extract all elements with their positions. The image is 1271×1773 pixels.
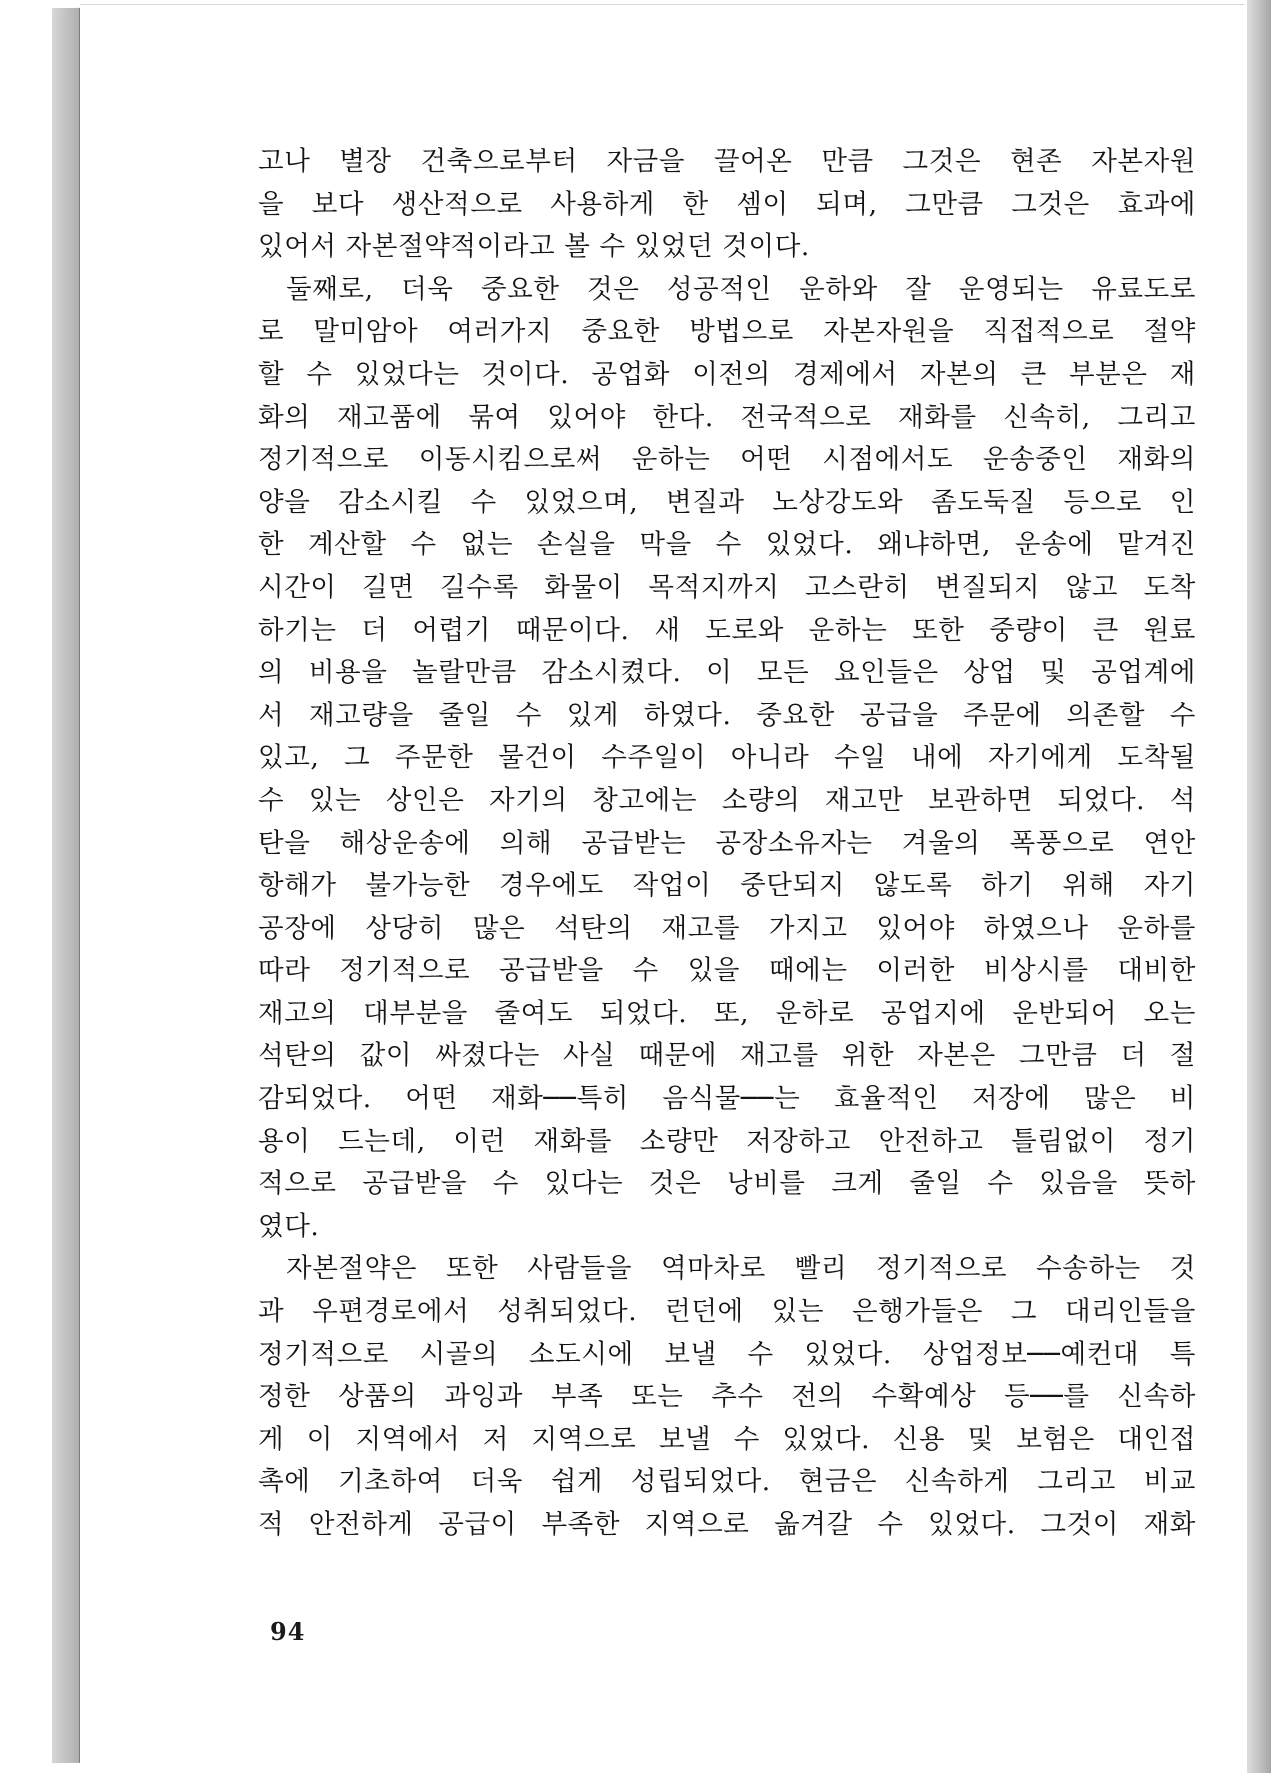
text-line: 양을 감소시킬 수 있었으며, 변질과 노상강도와 좀도둑질 등으로 인 xyxy=(258,486,1196,518)
paragraph xyxy=(258,1248,1196,1546)
text-line: 의 비용을 놀랄만큼 감소시켰다. 이 모든 요인들은 상업 및 공업계에 xyxy=(258,657,1196,689)
text-line: 정한 상품의 과잉과 부족 또는 추수 전의 수확예상 등──를 신속하 xyxy=(258,1381,1196,1413)
page-number: 94 xyxy=(270,1617,306,1646)
text-line: 촉에 기초하여 더욱 쉽게 성립되었다. 현금은 신속하게 그리고 비교 xyxy=(258,1466,1196,1498)
text-line: 을 보다 생산적으로 사용하게 한 셈이 되며, 그만큼 그것은 효과에 xyxy=(258,188,1196,220)
text-line: 하기는 더 어렵기 때문이다. 새 도로와 운하는 또한 중량이 큰 원료 xyxy=(258,614,1196,646)
text-line: 재고의 대부분을 줄여도 되었다. 또, 운하로 공업지에 운반되어 오는 xyxy=(258,997,1196,1029)
page-stack-edge xyxy=(52,8,82,1763)
text-line: 서 재고량을 줄일 수 있게 하였다. 중요한 공급을 주문에 의존할 수 xyxy=(258,699,1196,731)
text-line: 정기적으로 시골의 소도시에 보낼 수 있었다. 상업정보──예컨대 특 xyxy=(258,1338,1196,1370)
text-line: 할 수 있었다는 것이다. 공업화 이전의 경제에서 자본의 큰 부분은 재 xyxy=(258,358,1196,390)
text-line: 한 계산할 수 없는 손실을 막을 수 있었다. 왜냐하면, 운송에 맡겨진 xyxy=(258,529,1196,561)
text-line: 였다. xyxy=(258,1210,320,1242)
text-line: 감되었다. 어떤 재화──특히 음식물──는 효율적인 저장에 많은 비 xyxy=(258,1083,1196,1115)
text-line: 화의 재고품에 묶여 있어야 한다. 전국적으로 재화를 신속히, 그리고 xyxy=(258,401,1196,433)
text-line: 따라 정기적으로 공급받을 수 있을 때에는 이러한 비상시를 대비한 xyxy=(258,955,1196,987)
book-page xyxy=(80,4,1244,1767)
text-line: 있고, 그 주문한 물건이 수주일이 아니라 수일 내에 자기에게 도착될 xyxy=(258,742,1196,774)
text-line: 수 있는 상인은 자기의 창고에는 소량의 재고만 보관하면 되었다. 석 xyxy=(258,784,1196,816)
text-line: 로 말미암아 여러가지 중요한 방법으로 자본자원을 직접적으로 절약 xyxy=(258,316,1196,348)
text-line: 항해가 불가능한 경우에도 작업이 중단되지 않도록 하기 위해 자기 xyxy=(258,870,1196,902)
text-line: 둘째로, 더욱 중요한 것은 성공적인 운하와 잘 운영되는 유료도로 xyxy=(286,273,1196,305)
text-line: 과 우편경로에서 성취되었다. 런던에 있는 은행가들은 그 대리인들을 xyxy=(258,1296,1196,1328)
text-line: 자본절약은 또한 사람들을 역마차로 빨리 정기적으로 수송하는 것 xyxy=(286,1253,1196,1285)
text-line: 적 안전하게 공급이 부족한 지역으로 옮겨갈 수 있었다. 그것이 재화 xyxy=(258,1509,1196,1540)
text-line: 석탄의 값이 싸졌다는 사실 때문에 재고를 위한 자본은 그만큼 더 절 xyxy=(258,1040,1196,1072)
paragraph xyxy=(258,269,1196,1249)
text-line: 고나 별장 건축으로부터 자금을 끌어온 만큼 그것은 현존 자본자원 xyxy=(258,146,1196,177)
text-line: 있어서 자본절약적이라고 볼 수 있었던 것이다. xyxy=(258,231,810,263)
text-line: 공장에 상당히 많은 석탄의 재고를 가지고 있어야 하였으나 운하를 xyxy=(258,912,1196,944)
text-line: 게 이 지역에서 저 지역으로 보낼 수 있었다. 신용 및 보험은 대인접 xyxy=(258,1423,1196,1455)
text-line: 정기적으로 이동시킴으로써 운하는 어떤 시점에서도 운송중인 재화의 xyxy=(258,444,1196,476)
paragraph xyxy=(258,141,1196,269)
text-line: 탄을 해상운송에 의해 공급받는 공장소유자는 겨울의 폭풍으로 연안 xyxy=(258,827,1196,859)
page-shadow xyxy=(1247,0,1271,1773)
text-line: 적으로 공급받을 수 있다는 것은 낭비를 크게 줄일 수 있음을 뜻하 xyxy=(258,1168,1196,1200)
text-line: 용이 드는데, 이런 재화를 소량만 저장하고 안전하고 틀림없이 정기 xyxy=(258,1125,1196,1157)
page-body xyxy=(258,141,1196,1547)
text-line: 시간이 길면 길수록 화물이 목적지까지 고스란히 변질되지 않고 도착 xyxy=(258,571,1196,603)
